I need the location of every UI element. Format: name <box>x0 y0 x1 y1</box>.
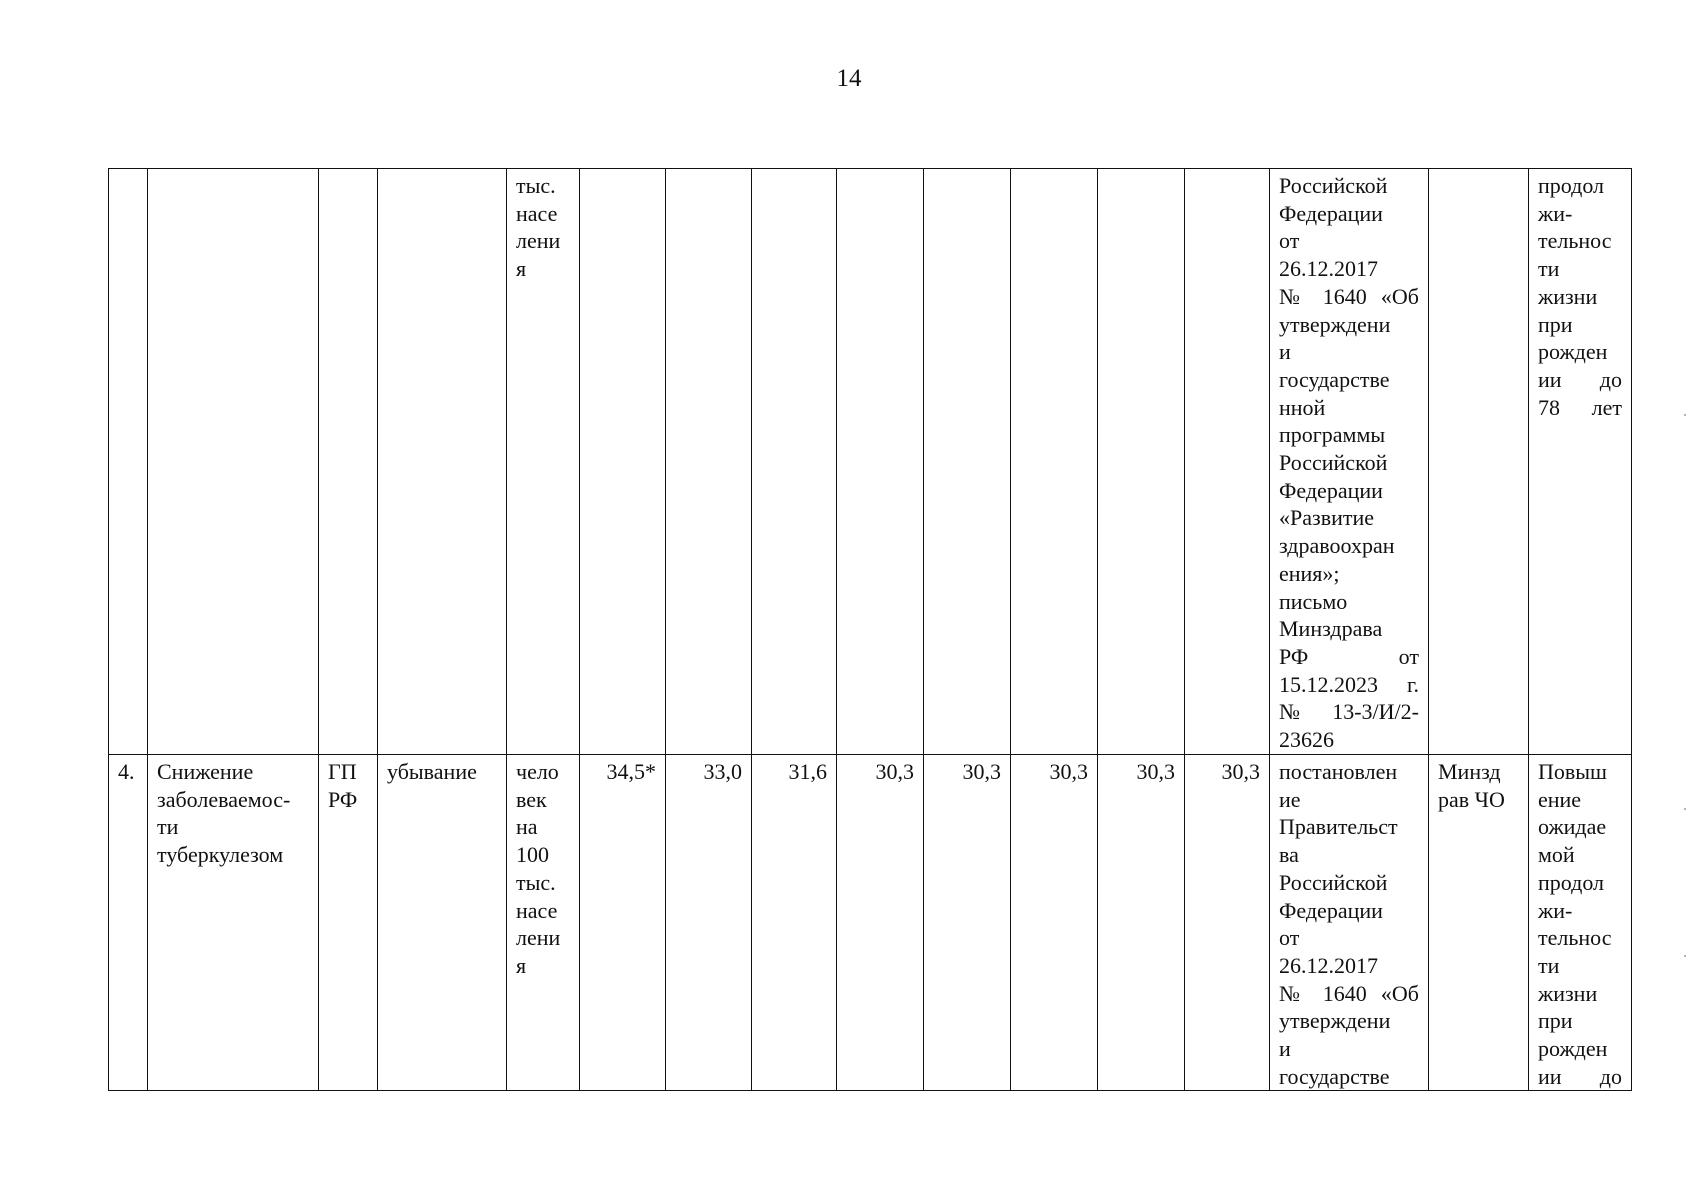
text-line: жи- <box>1538 200 1573 226</box>
text-line: 78 лет <box>1538 394 1622 420</box>
cell-value: 30,3 <box>837 755 924 1091</box>
text-line: ожидае <box>1538 814 1607 840</box>
cell-basis <box>1270 169 1429 755</box>
text-line: ти <box>1538 256 1560 282</box>
text-line: Российской <box>1279 173 1388 198</box>
text-line: жизни <box>1538 283 1598 309</box>
cell-name: Снижение заболеваемос- ти туберкулезом <box>148 755 319 1091</box>
cell-value <box>1098 169 1185 755</box>
text-line: ие <box>1279 786 1301 812</box>
page-number: 14 <box>836 65 862 92</box>
text-line: постановлен <box>1279 759 1398 784</box>
cell-result <box>1529 755 1632 1091</box>
text-line: программы <box>1279 422 1386 448</box>
text-line: ва <box>1279 842 1299 868</box>
text-line: 23626 <box>1279 727 1334 753</box>
scan-speck <box>1684 955 1686 957</box>
cell-value: 30,3 <box>924 755 1011 1091</box>
text-line: от <box>1279 925 1300 951</box>
indicators-table <box>108 168 1632 1091</box>
cell-unit: тыс. насе лени я <box>507 169 580 755</box>
table-row <box>109 169 1632 755</box>
text-line: Правительст <box>1279 814 1398 840</box>
text-line: государстве <box>1279 366 1390 392</box>
cell-num: 4. <box>109 755 148 1091</box>
text-line: Российской <box>1279 869 1388 895</box>
cell-unit: чело век на 100 тыс. насе лени я <box>507 755 580 1091</box>
text-line: жизни <box>1538 980 1598 1006</box>
cell-value <box>1011 169 1098 755</box>
text-line: Российской <box>1279 450 1388 476</box>
cell-responsible <box>1429 169 1529 755</box>
text-line: № 1640 «Об <box>1279 283 1419 309</box>
cell-value: 33,0 <box>666 755 752 1091</box>
text-line: Минздрава <box>1279 616 1383 642</box>
text-line: мой <box>1538 842 1575 868</box>
cell-source: ГП РФ <box>319 755 378 1091</box>
text-line: ии до <box>1538 1063 1622 1089</box>
cell-value <box>837 169 924 755</box>
text-line: Повыш <box>1538 759 1607 784</box>
text-line: Федерации <box>1279 477 1383 503</box>
text-line: тельнос <box>1538 228 1612 254</box>
cell-result <box>1529 169 1632 755</box>
text-line: и <box>1279 1036 1291 1062</box>
cell-value <box>1185 169 1270 755</box>
text-line: «Развитие <box>1279 505 1375 531</box>
text-line: 15.12.2023 г. <box>1279 671 1419 697</box>
scan-speck <box>1684 808 1686 810</box>
text-line: продол <box>1538 869 1605 895</box>
cell-value: 34,5* <box>580 755 666 1091</box>
text-line: Федерации <box>1279 200 1383 226</box>
text-line: продол <box>1538 173 1605 198</box>
cell-basis <box>1270 755 1429 1091</box>
cell-value <box>924 169 1011 755</box>
text-line: 26.12.2017 <box>1279 952 1378 978</box>
text-line: рожден <box>1538 1036 1608 1062</box>
text-line: при <box>1538 1008 1573 1034</box>
cell-direction <box>378 169 507 755</box>
cell-value: 30,3 <box>1185 755 1270 1091</box>
cell-num <box>109 169 148 755</box>
text-line: ение <box>1538 786 1582 812</box>
cell-value <box>666 169 752 755</box>
cell-value <box>580 169 666 755</box>
text-line: рожден <box>1538 339 1608 365</box>
text-line: здравоохран <box>1279 533 1395 559</box>
text-line: ения»; <box>1279 560 1340 586</box>
text-line: и <box>1279 339 1291 365</box>
text-line: ти <box>1538 952 1560 978</box>
text-line: государстве <box>1279 1063 1390 1089</box>
cell-direction: убывание <box>378 755 507 1091</box>
text-line: от <box>1279 228 1300 254</box>
cell-name <box>148 169 319 755</box>
scan-speck <box>1684 414 1686 416</box>
text-line: письмо <box>1279 588 1348 614</box>
text-line: нной <box>1279 394 1326 420</box>
cell-value: 31,6 <box>752 755 837 1091</box>
cell-source <box>319 169 378 755</box>
text-line: № 1640 «Об <box>1279 980 1419 1006</box>
text-line: 26.12.2017 <box>1279 256 1378 282</box>
text-line: при <box>1538 311 1573 337</box>
cell-value: 30,3 <box>1011 755 1098 1091</box>
text-line: РФ от <box>1279 643 1419 669</box>
text-line: ии до <box>1538 366 1622 392</box>
cell-value: 30,3 <box>1098 755 1185 1091</box>
cell-value <box>752 169 837 755</box>
text-line: жи- <box>1538 897 1573 923</box>
cell-responsible: Минзд рав ЧО <box>1429 755 1529 1091</box>
text-line: № 13-3/И/2- <box>1279 699 1419 725</box>
text-line: Федерации <box>1279 897 1383 923</box>
text-line: утверждени <box>1279 311 1391 337</box>
text-line: тельнос <box>1538 925 1612 951</box>
text-line: утверждени <box>1279 1008 1391 1034</box>
table-row <box>109 755 1632 1091</box>
